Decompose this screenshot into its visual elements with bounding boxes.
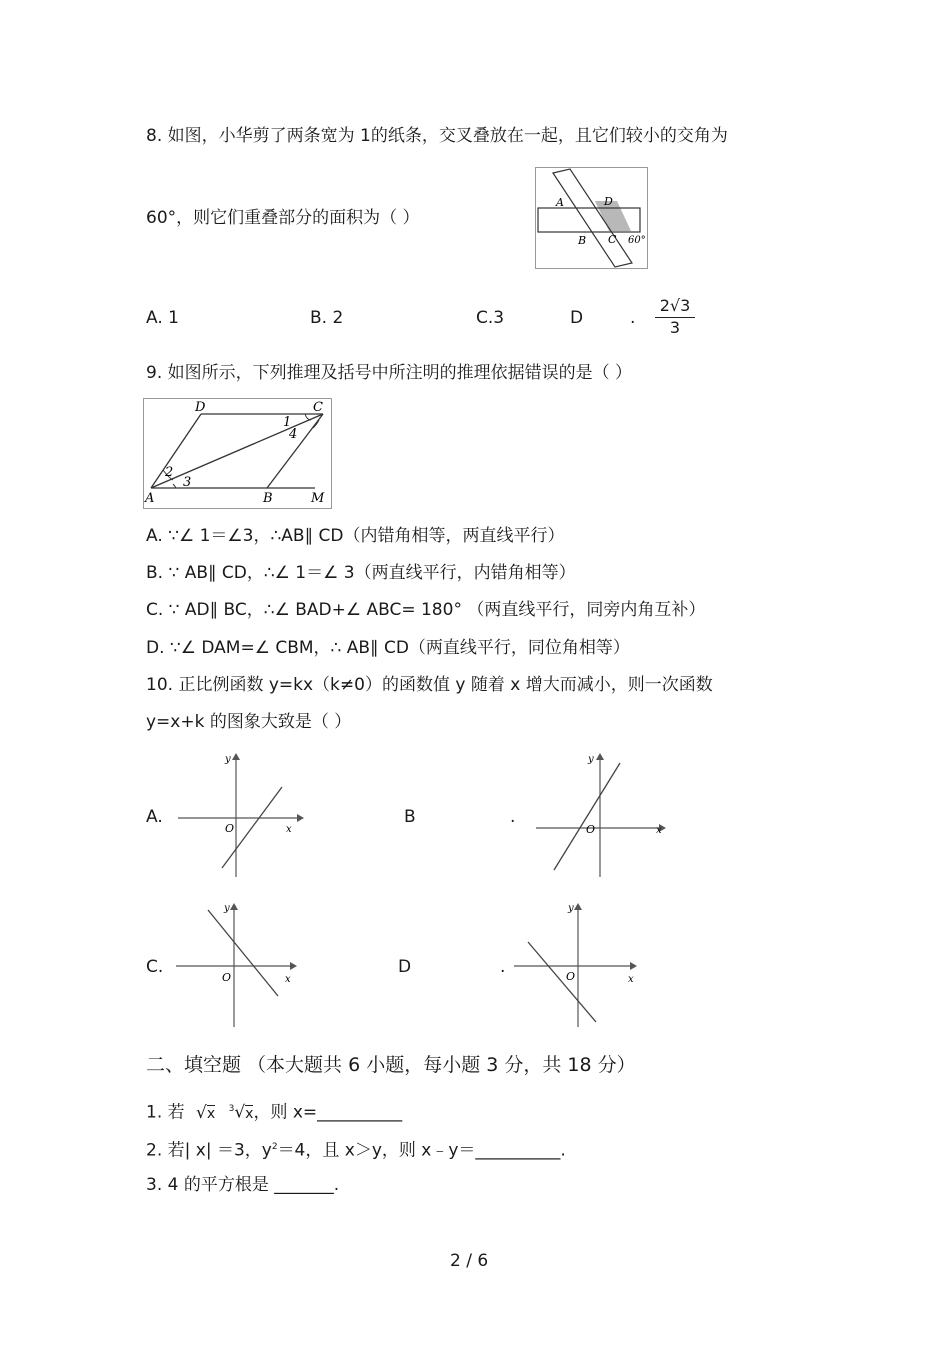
q10-label-a: A. [146,807,163,827]
svg-text:y: y [225,754,231,765]
q9-option-a: A. ∵∠ 1＝∠3，∴AB∥ CD（内错角相等，两直线平行） [146,526,565,546]
cbrt-x: $^3$√x [228,1102,254,1123]
label-D: D [195,400,206,415]
fill-q3: 3. 4 的平方根是 _______. [146,1175,340,1195]
fill-q2: 2. 若| x| ＝3，$y^2=4$，且 x＞y，则 x﹣y＝__________. [146,1140,566,1161]
q10-label-b: B [404,807,416,827]
q9-figure [143,398,333,510]
svg-text:O: O [222,971,232,984]
q10-label-b-dot: . [510,807,516,827]
label-C: C [313,400,323,415]
label-angle-4: 4 [289,427,298,442]
q8-stem-line1: 8. 如图，小华剪了两条宽为 1的纸条，交叉叠放在一起，且它们较小的交角为 [146,126,728,146]
q10-label-d-dot: . [500,957,506,977]
label-M: M [311,491,325,506]
svg-text:x: x [628,974,634,985]
label-angle-2: 2 [165,465,174,480]
label-angle-3: 3 [183,475,192,490]
label-D: D [604,195,613,208]
label-angle-1: 1 [283,415,292,430]
label-A: A [145,491,155,506]
q10-graph-d [510,900,645,1030]
page-number: 2 / 6 [450,1251,489,1271]
svg-text:O: O [586,823,596,836]
svg-text:x: x [286,824,292,835]
svg-text:x: x [656,825,662,836]
q10-stem-line1: 10. 正比例函数 y=kx（k≠0）的函数值 y 随着 x 增大而减小，则一次函数 [146,675,713,695]
svg-text:O: O [566,970,576,983]
graph-line [554,763,620,870]
label-B: B [263,491,273,506]
sqrt-x: √x [196,1102,216,1123]
svg-text:y: y [224,903,230,914]
q10-stem-line2: y=x+k 的图象大致是（ ） [146,712,352,732]
svg-text:y: y [568,903,574,914]
label-angle: 60° [628,235,646,246]
q8-figure [535,167,649,270]
fill-q1: 1. 若 √x $^3$√x，则 x=__________ [146,1099,402,1124]
q8-option-a: A. 1 [146,308,179,328]
section-2-heading: 二、填空题 （本大题共 6 小题，每小题 3 分，共 18 分） [146,1054,636,1076]
q9-stem: 9. 如图所示，下列推理及括号中所注明的推理依据错误的是（ ） [146,363,633,383]
q10-label-c: C. [146,957,164,977]
q9-option-c: C. ∵ AD∥ BC，∴∠ BAD+∠ ABC= 180° （两直线平行，同旁内角互补） [146,600,706,620]
svg-text:O: O [225,822,235,835]
q8-option-d-dot: . [630,308,636,328]
graph-line [528,942,596,1022]
q8-option-b: B. 2 [310,308,344,328]
svg-text:x: x [285,974,291,985]
fraction-denominator: 3 [669,318,681,337]
q8-option-c: C.3 [476,308,505,328]
q10-label-d: D [398,957,412,977]
q9-option-b: B. ∵ AB∥ CD，∴∠ 1＝∠ 3（两直线平行，内错角相等） [146,563,576,583]
q10-graph-b [532,750,667,880]
q8-option-d-label: D [570,308,584,328]
q8-option-d-fraction [655,295,695,338]
label-B: B [578,234,587,247]
q10-graph-c [170,900,305,1030]
graph-line [208,910,278,996]
svg-text:y: y [588,754,594,765]
label-A: A [556,196,564,209]
fraction-numerator: 2√3 [655,295,695,318]
label-C: C [608,233,617,246]
q9-option-d: D. ∵∠ DAM=∠ CBM，∴ AB∥ CD（两直线平行，同位角相等） [146,638,630,658]
q10-graph-a [170,750,305,880]
q8-stem-line2: 60°，则它们重叠部分的面积为（ ） [146,208,420,228]
